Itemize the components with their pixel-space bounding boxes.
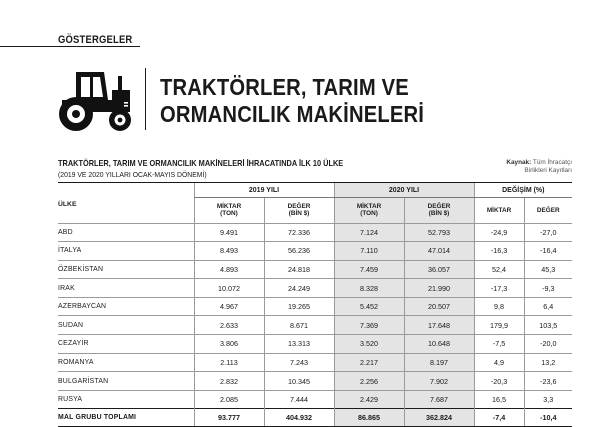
cell-q2020: 2.429 [334, 390, 404, 409]
cell-dv: -16,4 [524, 242, 572, 261]
table-row [58, 316, 572, 335]
cell-country: CEZAYİR [58, 335, 194, 354]
cell-dq: -16,3 [474, 242, 524, 261]
cell-v2019: 13.313 [264, 335, 334, 354]
source-label: Kaynak: [506, 159, 532, 166]
table-row [58, 223, 572, 242]
cell-country: ROMANYA [58, 353, 194, 372]
cell-v2019: 7.444 [264, 390, 334, 409]
cell-country: BULGARİSTAN [58, 372, 194, 391]
cell-v2019: 10.345 [264, 372, 334, 391]
cell-dv: 3,3 [524, 390, 572, 409]
cell-v2020: 52.793 [404, 223, 474, 242]
col-val-2020: DEĞER (BİN $) [404, 198, 474, 224]
headline-divider [145, 68, 146, 130]
cell-v2020: 8.197 [404, 353, 474, 372]
table-sub-header [58, 198, 572, 224]
cell-q2019: 9.491 [194, 223, 264, 242]
table-row [58, 242, 572, 261]
cell-q2019: 2.113 [194, 353, 264, 372]
col-change-val: DEĞER [524, 198, 572, 224]
cell-dv: 103,5 [524, 316, 572, 335]
table-row [58, 353, 572, 372]
total-v2019: 404.932 [264, 409, 334, 427]
page-title-line-1: TRAKTÖRLER, TARIM VE [160, 74, 409, 100]
cell-v2020: 21.990 [404, 279, 474, 298]
cell-dv: -27,0 [524, 223, 572, 242]
source-value-line-2: Birlikleri Kayıtları [524, 167, 572, 174]
header-spacer [58, 183, 194, 198]
col-qty-2020: MİKTAR (TON) [334, 198, 404, 224]
table-row [58, 297, 572, 316]
table-subtitle: (2019 VE 2020 YILLARI OCAK-MAYIS DÖNEMİ) [58, 170, 207, 179]
cell-q2019: 10.072 [194, 279, 264, 298]
cell-dq: 4,9 [474, 353, 524, 372]
cell-dv: 6,4 [524, 297, 572, 316]
col-qty-2019: MİKTAR (TON) [194, 198, 264, 224]
cell-v2019: 24.249 [264, 279, 334, 298]
total-q2020: 86.865 [334, 409, 404, 427]
cell-q2020: 2.217 [334, 353, 404, 372]
table-row [58, 335, 572, 354]
total-q2019: 93.777 [194, 409, 264, 427]
cell-dq: -17,3 [474, 279, 524, 298]
cell-country: RUSYA [58, 390, 194, 409]
table-row [58, 279, 572, 298]
cell-q2020: 8.328 [334, 279, 404, 298]
cell-dv: -20,0 [524, 335, 572, 354]
cell-country: ÖZBEKİSTAN [58, 260, 194, 279]
total-dv: -10,4 [524, 409, 572, 427]
source-value: Tüm İhracatçı [532, 159, 572, 166]
cell-q2019: 4.893 [194, 260, 264, 279]
table-title: TRAKTÖRLER, TARIM VE ORMANCILIK MAKİNELERİ İHRACATINDA İLK 10 ÜLKE [58, 159, 344, 168]
cell-q2020: 2.256 [334, 372, 404, 391]
cell-dq: 179,9 [474, 316, 524, 335]
header-2019: 2019 YILI [194, 183, 334, 198]
cell-dv: -23,6 [524, 372, 572, 391]
page-title [160, 74, 538, 128]
cell-v2020: 7.687 [404, 390, 474, 409]
cell-v2019: 7.243 [264, 353, 334, 372]
col-country: ÜLKE [58, 200, 77, 208]
page-title-line-2: ORMANCILIK MAKİNELERİ [160, 101, 425, 127]
cell-v2020: 36.057 [404, 260, 474, 279]
header-change: DEĞİŞİM (%) [474, 183, 572, 198]
table-row [58, 372, 572, 391]
cell-dv: 45,3 [524, 260, 572, 279]
total-v2020: 362.824 [404, 409, 474, 427]
cell-v2019: 24.818 [264, 260, 334, 279]
cell-dq: -24,9 [474, 223, 524, 242]
cell-q2019: 3.806 [194, 335, 264, 354]
cell-q2020: 7.124 [334, 223, 404, 242]
cell-dq: -20,3 [474, 372, 524, 391]
cell-v2019: 8.671 [264, 316, 334, 335]
table-group-header [58, 183, 572, 198]
cell-q2019: 2.633 [194, 316, 264, 335]
total-country: MAL GRUBU TOPLAMI [58, 409, 194, 427]
cell-v2020: 20.507 [404, 297, 474, 316]
cell-q2020: 7.369 [334, 316, 404, 335]
cell-v2020: 47.014 [404, 242, 474, 261]
cell-q2019: 2.832 [194, 372, 264, 391]
cell-country: ABD [58, 223, 194, 242]
cell-dq: 9,8 [474, 297, 524, 316]
header-2020: 2020 YILI [334, 183, 474, 198]
cell-country: AZERBAYCAN [58, 297, 194, 316]
cell-v2020: 7.902 [404, 372, 474, 391]
cell-q2020: 3.520 [334, 335, 404, 354]
section-rule [0, 46, 140, 47]
tractor-icon [54, 66, 134, 132]
cell-q2019: 2.085 [194, 390, 264, 409]
cell-q2020: 5.452 [334, 297, 404, 316]
cell-v2019: 72.336 [264, 223, 334, 242]
cell-q2019: 8.493 [194, 242, 264, 261]
cell-q2020: 7.110 [334, 242, 404, 261]
cell-v2019: 56.236 [264, 242, 334, 261]
export-table [58, 182, 572, 427]
cell-v2020: 17.648 [404, 316, 474, 335]
cell-country: SUDAN [58, 316, 194, 335]
cell-dq: -7,5 [474, 335, 524, 354]
table-row [58, 390, 572, 409]
cell-v2020: 10.648 [404, 335, 474, 354]
total-dq: -7,4 [474, 409, 524, 427]
cell-v2019: 19.265 [264, 297, 334, 316]
source-note [488, 159, 572, 175]
cell-dv: -9,3 [524, 279, 572, 298]
cell-country: İTALYA [58, 242, 194, 261]
cell-country: IRAK [58, 279, 194, 298]
col-change-qty: MİKTAR [474, 198, 524, 224]
section-label: GÖSTERGELER [58, 34, 133, 46]
table-row [58, 260, 572, 279]
cell-q2019: 4.967 [194, 297, 264, 316]
cell-dv: 13,2 [524, 353, 572, 372]
cell-q2020: 7.459 [334, 260, 404, 279]
cell-dq: 16,5 [474, 390, 524, 409]
col-val-2019: DEĞER (BİN $) [264, 198, 334, 224]
cell-dq: 52,4 [474, 260, 524, 279]
